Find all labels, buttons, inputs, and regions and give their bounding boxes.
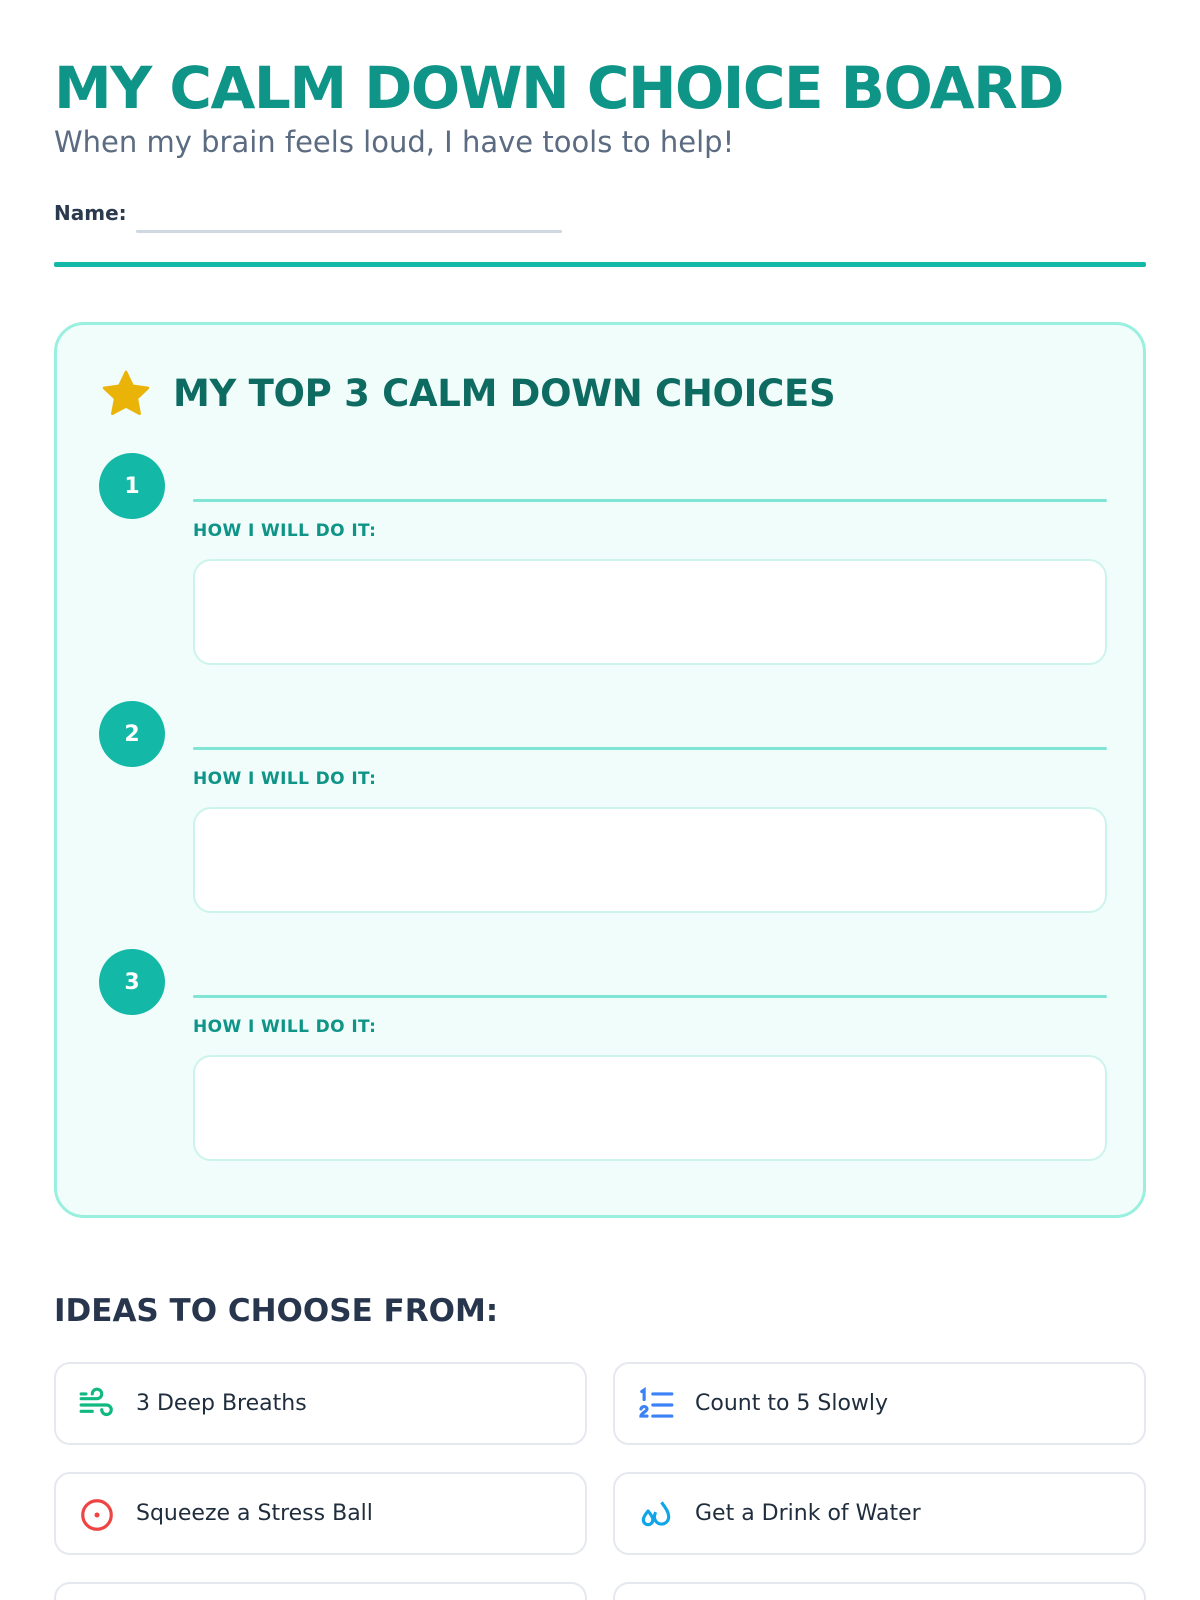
choice-number-badge: 2 (99, 701, 165, 767)
choice-number-badge: 3 (99, 949, 165, 1015)
choice-number-badge: 1 (99, 453, 165, 519)
how-answer-box[interactable] (193, 807, 1107, 913)
how-answer-box[interactable] (193, 1055, 1107, 1161)
page-subtitle: When my brain feels loud, I have tools to help! (54, 125, 735, 159)
choice-write-line[interactable] (193, 499, 1107, 502)
idea-label: Count to 5 Slowly (695, 1391, 889, 1416)
idea-card-stress-ball[interactable] (54, 1472, 587, 1555)
idea-card-deep-breaths[interactable] (54, 1362, 587, 1445)
how-label: HOW I WILL DO IT: (193, 521, 377, 541)
choice-write-line[interactable] (193, 995, 1107, 998)
how-label: HOW I WILL DO IT: (193, 1017, 377, 1037)
wind-icon (78, 1386, 116, 1424)
top-choices-title: MY TOP 3 CALM DOWN CHOICES (173, 372, 836, 415)
page-title: MY CALM DOWN CHOICE BOARD (54, 54, 1063, 122)
choice-item-1 (99, 453, 1105, 665)
choice-item-3 (99, 949, 1105, 1161)
idea-label: Squeeze a Stress Ball (136, 1501, 373, 1526)
name-row (54, 198, 574, 238)
top-choices-panel (54, 322, 1146, 1218)
name-label: Name: (54, 201, 127, 225)
idea-label: 3 Deep Breaths (136, 1391, 307, 1416)
choice-item-2 (99, 701, 1105, 913)
water-drops-icon (637, 1496, 675, 1534)
idea-label: Get a Drink of Water (695, 1501, 921, 1526)
name-input-line[interactable] (136, 230, 562, 233)
star-icon (99, 367, 153, 421)
idea-card-partial[interactable] (613, 1582, 1146, 1600)
how-label: HOW I WILL DO IT: (193, 769, 377, 789)
target-icon (78, 1496, 116, 1534)
how-answer-box[interactable] (193, 559, 1107, 665)
numbered-list-icon (637, 1386, 675, 1424)
choice-write-line[interactable] (193, 747, 1107, 750)
idea-card-water[interactable] (613, 1472, 1146, 1555)
ideas-title: IDEAS TO CHOOSE FROM: (54, 1293, 499, 1329)
idea-card-count[interactable] (613, 1362, 1146, 1445)
header-divider (54, 262, 1146, 267)
idea-card-partial[interactable] (54, 1582, 587, 1600)
